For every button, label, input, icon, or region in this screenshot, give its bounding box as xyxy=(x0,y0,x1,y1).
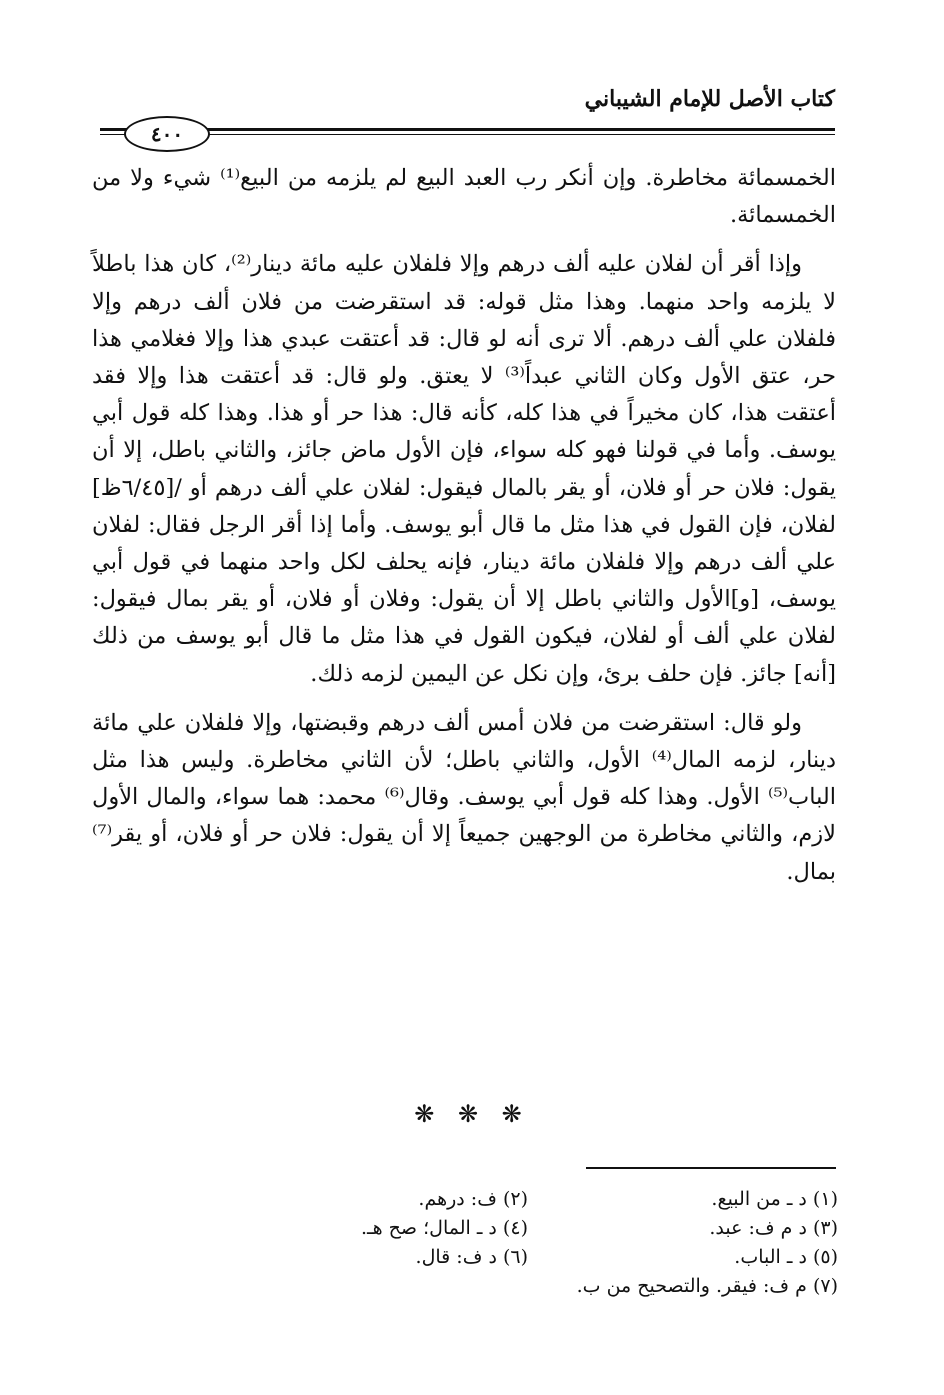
paragraph: وإذا أقر أن لفلان عليه ألف درهم وإلا فلفلان عليه مائة دينار⁽²⁾، كان هذا باطلاً لا يلزمه واحد منهما. وهذا مثل قوله: قد استقرضت من فلان ألف درهم وإلا فلفلان علي ألف درهم. ألا ترى أنه لو قال: قد أعتقت عبدي هذا وإلا فغلامي هذا حر، عتق الأول وكان الثاني عبداً⁽³⁾ لا يعتق. ولو قال: قد أعتقت هذا وإلا فقد أعتقت هذا، كان مخيراً في هذا كله، كأنه قال: هذا حر أو هذا. وهذا كله قول أبي يوسف. وأما في قولنا فهو كله سواء، فإن الأول ماض جائز، والثاني باطل، إلا أن يقول: فلان حر أو فلان، أو يقر بالمال فيقول: لفلان علي ألف درهم أو /[٦/٤٥ظ] لفلان، فإن القول في هذا مثل ما قال أبو يوسف. وأما إذا أقر الرجل فقال: لفلان علي ألف درهم وإلا فلفلان مائة دينار، فإنه يحلف لكل واحد منهما في قول أبي يوسف، [و]الأول والثاني باطل إلا أن يقول: وفلان أو فلان، أو يقر بمال فيقول: لفلان علي ألف أو لفلان، فيكون القول في هذا مثل ما قال أبو يوسف من ذلك [أنه] جائز. فإن حلف برئ، وإن نكل عن اليمين لزمه ذلك. xyxy=(92,251,836,687)
footnote: (٤) د ـ المال؛ صح هـ. xyxy=(361,1217,528,1239)
paragraph: ولو قال: استقرضت من فلان أمس ألف درهم وقبضتها، وإلا فلفلان علي مائة دينار، لزمه المال⁽⁴⁾ الأول، والثاني باطل؛ لأن الثاني مخاطرة. وليس هذا مثل الباب⁽⁵⁾ الأول. وهذا كله قول أبي يوسف. وقال⁽⁶⁾ محمد: هما سواء، والمال الأول لازم، والثاني مخاطرة من الوجهين جميعاً إلا أن يقول: فلان حر أو فلان، أو يقر⁽⁷⁾ بمال. xyxy=(92,709,837,885)
footnote-row xyxy=(210,1243,838,1272)
footnote-row xyxy=(210,1185,838,1214)
book-title: كتاب الأصل للإمام الشيباني xyxy=(584,86,835,112)
section-separator: ❋ ❋ ❋ xyxy=(414,1100,530,1128)
header-rule-thin xyxy=(100,134,835,135)
page-header xyxy=(100,78,835,148)
footnote: (١) د ـ من البيع. xyxy=(711,1188,838,1210)
footnote: (٦) د ف: قال. xyxy=(415,1246,528,1268)
paragraph: الخمسمائة مخاطرة. وإن أنكر رب العبد البيع لم يلزمه من البيع⁽¹⁾ شيء ولا من الخمسمائة. xyxy=(92,165,836,229)
footnote: (٥) د ـ الباب. xyxy=(734,1246,838,1268)
footnote-row xyxy=(210,1214,838,1243)
footnote-row xyxy=(210,1272,838,1301)
header-rule xyxy=(100,128,835,131)
footnote-rule xyxy=(586,1167,836,1169)
main-text xyxy=(92,160,836,903)
footnote: (٧) م ف: فيقر. والتصحيح من ب. xyxy=(576,1275,838,1297)
footnote: (٢) ف: درهم. xyxy=(418,1188,528,1210)
footnote: (٣) د م ف: عبد. xyxy=(709,1217,838,1239)
page-number: ٤٠٠ xyxy=(124,116,210,152)
footnotes xyxy=(210,1185,838,1301)
